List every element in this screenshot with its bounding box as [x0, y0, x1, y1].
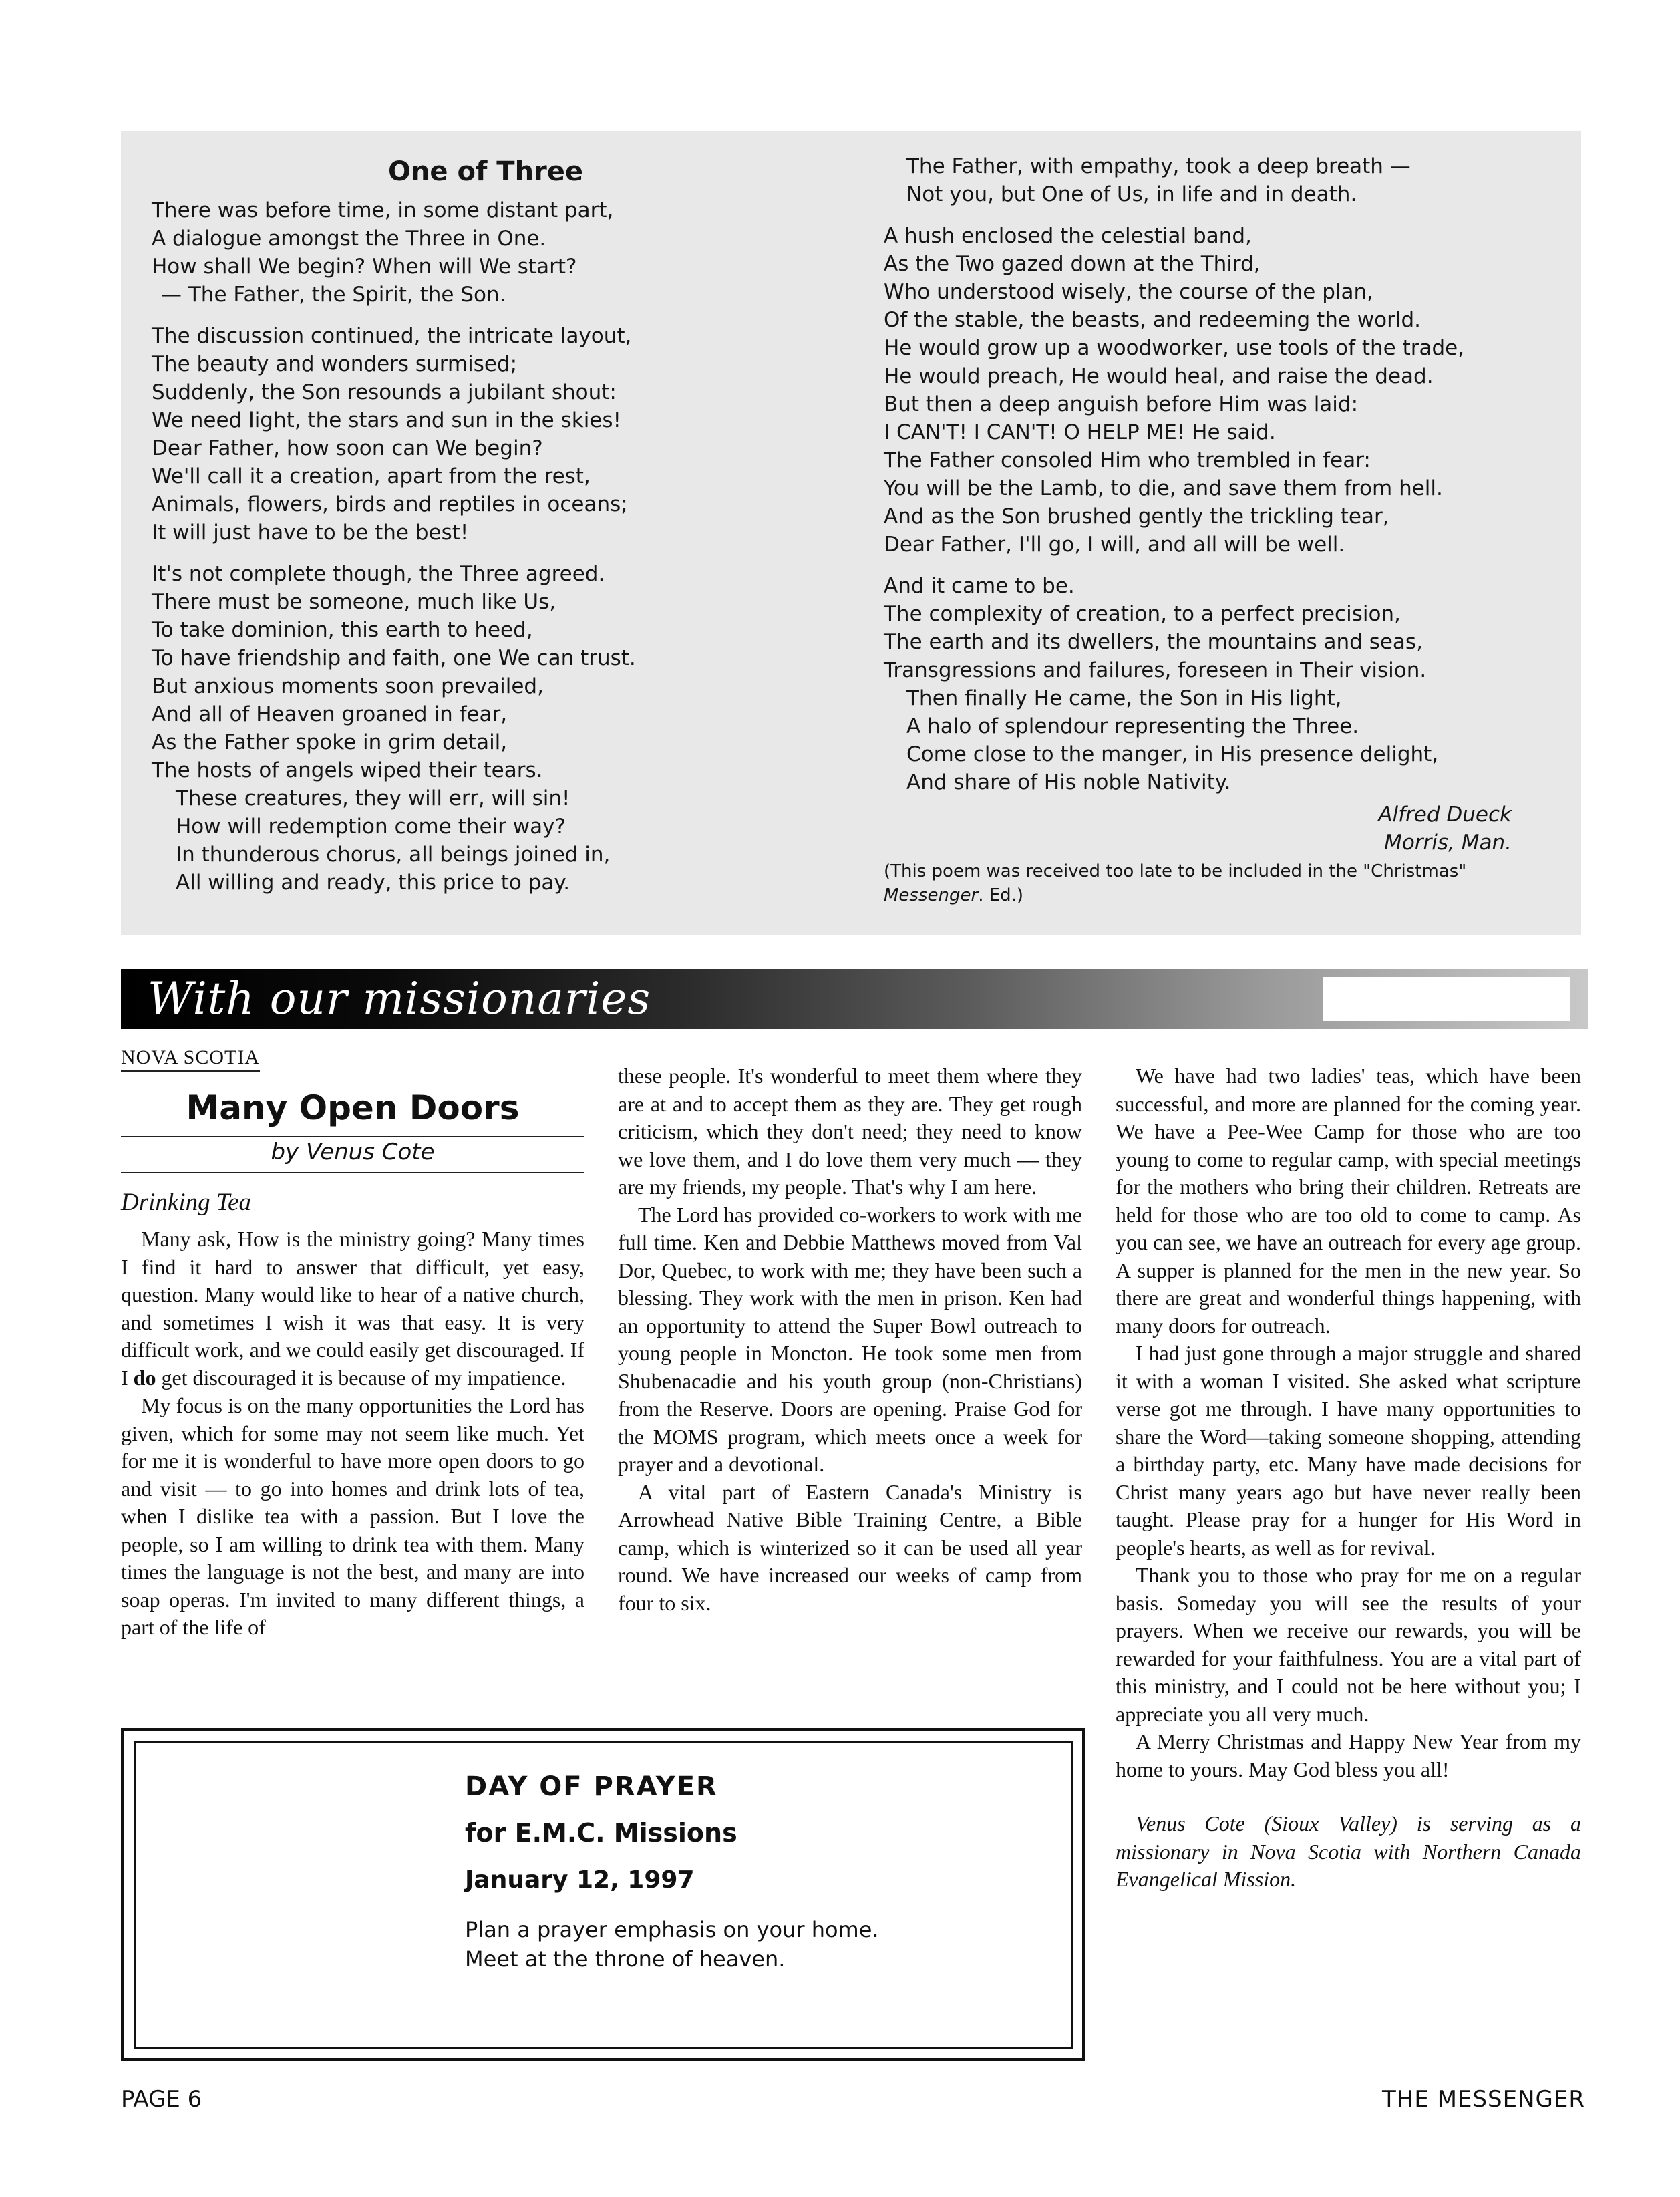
- page-number: PAGE 6: [121, 2086, 202, 2113]
- poem-line: You will be the Lamb, to die, and save them from hell.: [884, 476, 1443, 500]
- poem-line: Then finally He came, the Son in His light,: [906, 686, 1342, 710]
- poem-line: There must be someone, much like Us,: [152, 590, 556, 614]
- article-column-3: [1116, 1062, 1581, 1894]
- article-column-2: [618, 1062, 1082, 1617]
- poem-line: How will redemption come their way?: [176, 815, 566, 839]
- poem-line: The hosts of angels wiped their tears.: [152, 758, 543, 782]
- poem-line: A hush enclosed the celestial band,: [884, 224, 1252, 248]
- text-run: get discouraged it is because of my impatience.: [156, 1365, 566, 1390]
- prayer-heading: DAY OF PRAYER: [465, 1771, 718, 1802]
- poem-stanza: [884, 152, 1565, 208]
- poem-line: And it came to be.: [884, 574, 1075, 598]
- poem-line: The complexity of creation, to a perfect precision,: [884, 602, 1401, 626]
- article-column-1: [121, 1225, 584, 1642]
- title-rule-top: [121, 1136, 584, 1137]
- prayer-subheading: for E.M.C. Missions: [465, 1818, 737, 1848]
- poem-line: There was before time, in some distant part,: [152, 198, 614, 223]
- title-rule-bottom: [121, 1172, 584, 1173]
- poem-line: Dear Father, how soon can We begin?: [152, 436, 543, 460]
- poem-author-location: Morris, Man.: [1384, 831, 1512, 855]
- prayer-date: January 12, 1997: [465, 1866, 695, 1894]
- poem-box: [121, 131, 1581, 935]
- poem-line: The earth and its dwellers, the mountains and seas,: [884, 630, 1423, 654]
- poem-line: But anxious moments soon prevailed,: [152, 674, 544, 698]
- poem-line: A dialogue amongst the Three in One.: [152, 227, 546, 251]
- poem-note-italic: Messenger: [884, 885, 979, 905]
- poem-line: Animals, flowers, birds and reptiles in oceans;: [152, 492, 628, 517]
- bold-text: do: [133, 1365, 156, 1390]
- day-of-prayer-box: [121, 1728, 1085, 2061]
- prayer-body: Plan a prayer emphasis on your home. Meet at the throne of heaven.: [465, 1917, 879, 1972]
- poem-line: Not you, but One of Us, in life and in death.: [906, 182, 1357, 206]
- poem-line: I CAN'T! I CAN'T! O HELP ME! He said.: [884, 420, 1276, 444]
- poem-line: Transgressions and failures, foreseen in Their vision.: [884, 658, 1427, 682]
- section-banner: [121, 969, 1588, 1029]
- paragraph: A Merry Christmas and Happy New Year from my home to yours. May God bless you all!: [1116, 1729, 1581, 1781]
- poem-line: And all of Heaven groaned in fear,: [152, 702, 508, 726]
- poem-line: Suddenly, the Son resounds a jubilant shout:: [152, 380, 617, 404]
- poem-author: Alfred Dueck: [1378, 802, 1512, 827]
- poem-line: But then a deep anguish before Him was laid:: [884, 392, 1359, 416]
- poem-line: To take dominion, this earth to heed,: [152, 618, 533, 642]
- paragraph: A vital part of Eastern Canada's Ministry is Arrowhead Native Bible Training Centre, a Bible camp, which is winterized so it can be used all year round. We have increased our weeks of camp from four to six.: [618, 1479, 1082, 1615]
- poem-stanza: [884, 572, 1565, 796]
- poem-line: We'll call it a creation, apart from the rest,: [152, 464, 591, 488]
- paragraph: We have had two ladies' teas, which have been successful, and more are planned for the coming year. We have a Pee-Wee Camp for those who are too young to come to regular camp, with special meetings for the mothers who bring their children. Retreats are held for those who are too old to come to camp. As you can see, we have an outreach for every age group. A supper is planned for the men in the new year. So there are great and wonderful things happening, with many doors for outreach.: [1116, 1064, 1581, 1338]
- poem-line: In thunderous chorus, all beings joined in,: [176, 843, 611, 867]
- poem-line: A halo of splendour representing the Three.: [906, 714, 1359, 738]
- poem-line: We need light, the stars and sun in the skies!: [152, 408, 621, 432]
- publication-name: THE MESSENGER: [1382, 2086, 1585, 2113]
- poem-line: And share of His noble Nativity.: [906, 770, 1231, 794]
- paragraph: Thank you to those who pray for me on a regular basis. Someday you will see the results of your prayers. When we receive our rewards, you will be rewarded for your faithfulness. You are a vital part of this ministry, and I could not be here without you; I appreciate you all very much.: [1116, 1563, 1581, 1726]
- banner-title: With our missionaries: [148, 973, 651, 1024]
- poem-left-column: [152, 131, 820, 910]
- text-run: Many ask, How is the ministry going? Many times I find it hard to answer that difficult, yet easy, question. Many would like to hear of a native church, and sometimes I wish it was that easy. It is very difficult work, and we could easily get discouraged. If I: [121, 1227, 584, 1390]
- poem-title: One of Three: [387, 156, 584, 187]
- banner-white-block: [1323, 977, 1570, 1021]
- poem-line: The beauty and wonders surmised;: [152, 352, 518, 376]
- poem-line: He would grow up a woodworker, use tools of the trade,: [884, 336, 1465, 360]
- poem-line: Who understood wisely, the course of the plan,: [884, 280, 1373, 304]
- poem-note-end: . Ed.): [978, 885, 1024, 905]
- poem-line: As the Father spoke in grim detail,: [152, 730, 508, 754]
- poem-line: Come close to the manger, in His presence delight,: [906, 742, 1439, 766]
- poem-line: Of the stable, the beasts, and redeeming the world.: [884, 308, 1421, 332]
- paragraph: these people. It's wonderful to meet them where they are at and to accept them as they are. They get rough criticism, which they don't need; they need to know we love them, and I do love them very much — they are my friends, my people. That's why I am here.: [618, 1064, 1082, 1199]
- paragraph: The Lord has provided co-workers to work with me full time. Ken and Debbie Matthews moved from Val Dor, Quebec, to work with me; they have been such a blessing. They work with the men in prison. Ken had an opportunity to attend the Super Bowl outreach to young people in Moncton. He took some men from Shubenacadie and his youth group (non-Christians) from the Reserve. Doors are opening. Praise God for the MOMS program, which meets once a week for prayer and a devotional.: [618, 1202, 1082, 1476]
- prayer-content: [465, 1771, 919, 1974]
- poem-note-text: (This poem was received too late to be included in the "Christmas": [884, 861, 1467, 881]
- poem-stanza: [152, 196, 820, 309]
- poem-right-column: [884, 131, 1565, 907]
- author-bio: Venus Cote (Sioux Valley) is serving as a missionary in Nova Scotia with Northern Canada Evangelical Mission.: [1116, 1811, 1581, 1891]
- poem-line: All willing and ready, this price to pay.: [176, 871, 570, 895]
- poem-line: These creatures, they will err, will sin!: [176, 786, 570, 811]
- poem-line: It's not complete though, the Three agreed.: [152, 562, 605, 586]
- paragraph: I had just gone through a major struggle and shared it with a woman I visited. She asked what scripture verse got me through. I have many opportunities to share the Word—taking someone shopping, attending a birthday party, etc. Many have made decisions for Christ many years ago but have never really been taught. Please pray for a hunger for His Word in people's hearts, as well as for revival.: [1116, 1341, 1581, 1560]
- poem-stanza: [152, 322, 820, 547]
- article-subhead: Drinking Tea: [121, 1189, 251, 1216]
- article-title: Many Open Doors: [186, 1088, 520, 1127]
- poem-line: How shall We begin? When will We start?: [152, 255, 577, 279]
- poem-line: And as the Son brushed gently the trickling tear,: [884, 504, 1389, 529]
- poem-stanza: [884, 222, 1565, 559]
- poem-line: As the Two gazed down at the Third,: [884, 252, 1261, 276]
- poem-line: — The Father, the Spirit, the Son.: [161, 283, 506, 307]
- poem-line: He would preach, He would heal, and raise the dead.: [884, 364, 1434, 388]
- paragraph: [121, 1225, 584, 1392]
- poem-stanza: [152, 560, 820, 897]
- poem-line: Dear Father, I'll go, I will, and all will be well.: [884, 533, 1345, 557]
- poem-line: The Father, with empathy, took a deep breath —: [906, 154, 1411, 178]
- poem-line: The discussion continued, the intricate layout,: [152, 324, 632, 348]
- article-region: NOVA SCOTIA: [121, 1046, 260, 1072]
- article-byline: by Venus Cote: [271, 1139, 435, 1165]
- poem-line: The Father consoled Him who trembled in fear:: [884, 448, 1371, 472]
- paragraph: My focus is on the many opportunities the Lord has given, which for some may not seem like much. Yet for me it is wonderful to have more open doors to go and visit — to go into homes and drink lots of tea, when I dislike tea with a passion. But I love the people, so I am willing to drink tea with them. Many times the language is not the best, and many are into soap operas. I'm invited to many different things, a part of the life of: [121, 1393, 584, 1639]
- poem-line: It will just have to be the best!: [152, 521, 469, 545]
- poem-line: To have friendship and faith, one We can trust.: [152, 646, 636, 670]
- poem-editor-note: [884, 859, 1565, 907]
